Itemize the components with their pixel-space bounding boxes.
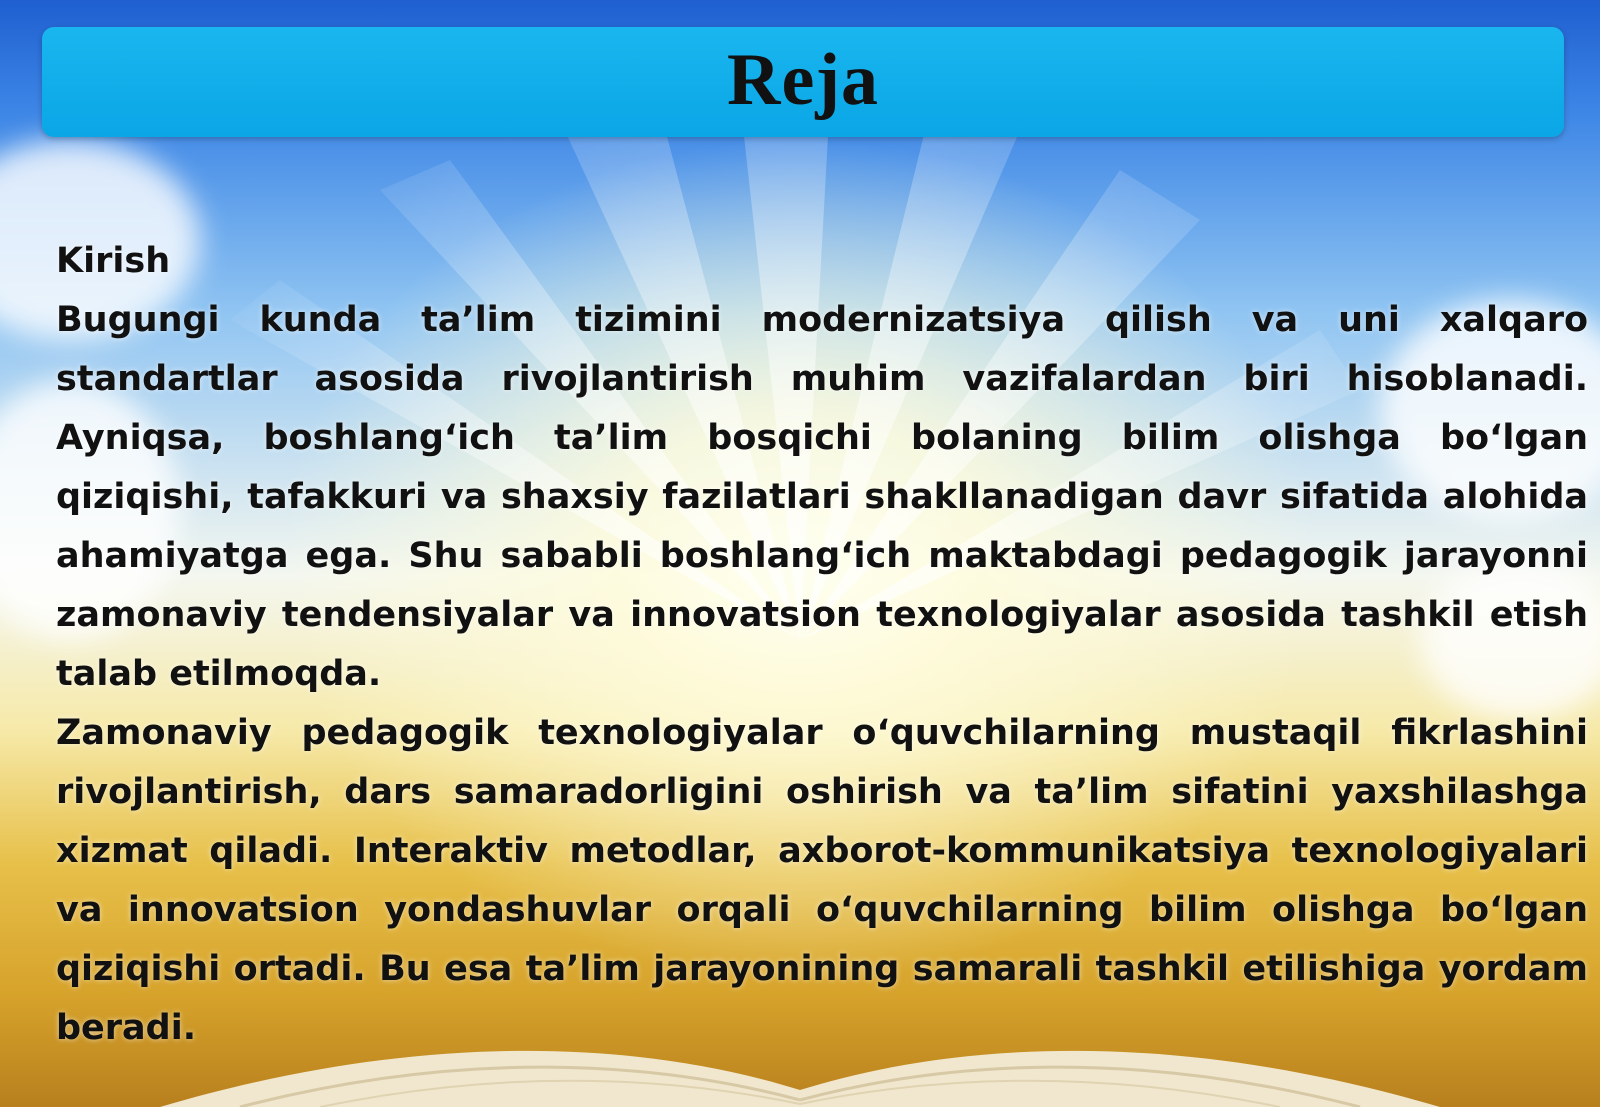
title-bar bbox=[42, 27, 1564, 137]
section-heading: Kirish bbox=[56, 241, 171, 281]
paragraph-2: Zamonaviy pedagogik texnologiyalar o‘quvchilarning mustaqil fikrlashini rivojlantirish, dars samaradorligini oshirish va ta’lim sifatini yaxshilashga xizmat qiladi. Interaktiv metodlar, axborot-kommunikatsiya texnologiyalari va innovatsion yondashuvlar orqali o‘quvchilarning bilim olishga bo‘lgan qiziqishi ortadi. Bu esa ta’lim jarayonining samarali tashkil etilishiga yordam beradi. bbox=[56, 713, 1588, 1048]
paragraph-1: Bugungi kunda ta’lim tizimini modernizatsiya qilish va uni xalqaro standartlar asosida rivojlantirish muhim vazifalardan biri hisoblanadi. Ayniqsa, boshlang‘ich ta’lim bosqichi bolaning bilim olishga bo‘lgan qiziqishi, tafakkuri va shaxsiy fazilatlari shakllanadigan davr sifatida alohida ahamiyatga ega. Shu sababli boshlang‘ich maktabdagi pedagogik jarayonni zamonaviy tendensiyalar va innovatsion texnologiyalar asosida tashkil etish talab etilmoqda. bbox=[56, 300, 1588, 694]
slide-content bbox=[56, 232, 1588, 1058]
slide-title: Reja bbox=[727, 38, 879, 121]
